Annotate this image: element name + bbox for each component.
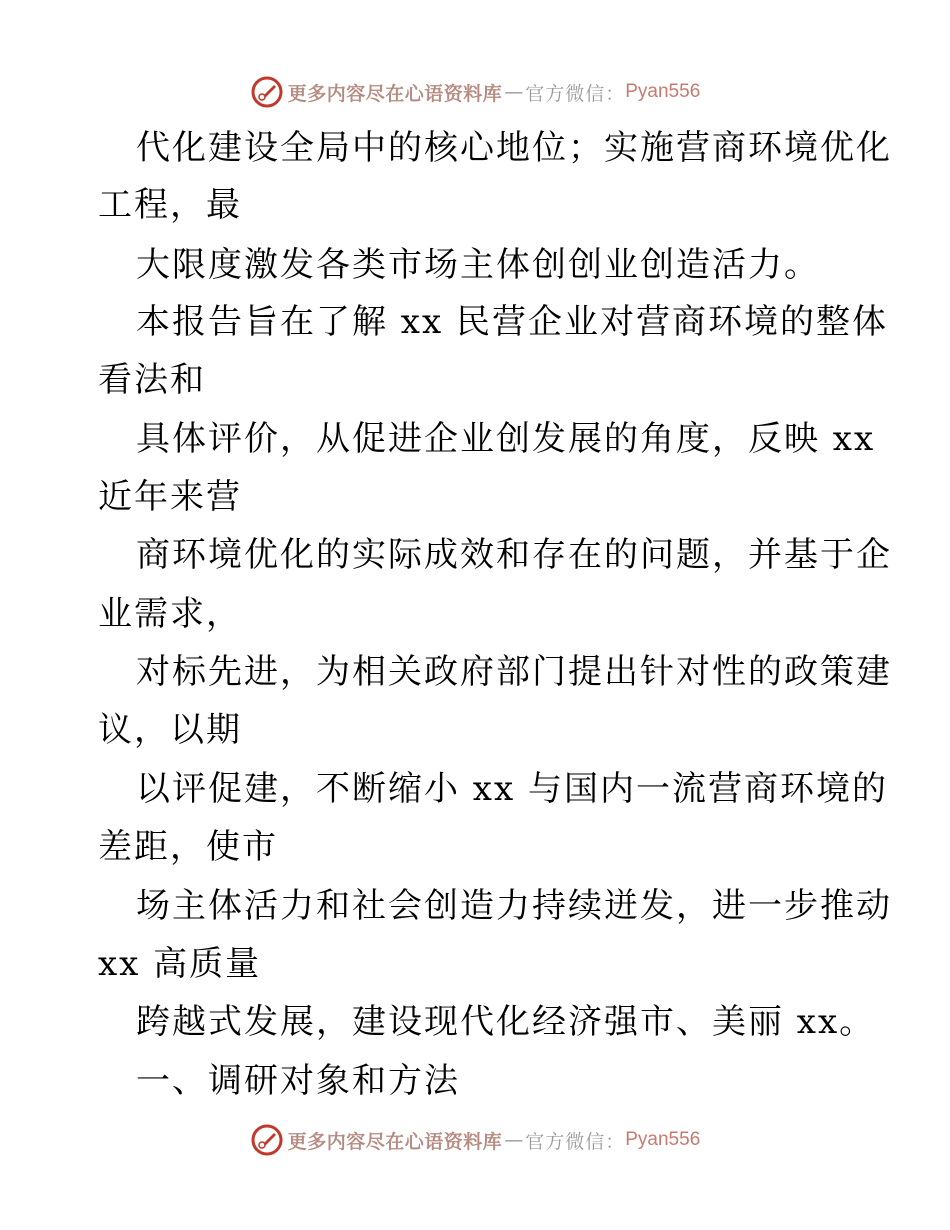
banner-dash: — — [504, 1129, 524, 1151]
banner-wechat-id: Pyan556 — [625, 81, 701, 102]
text-line: 跨越式发展，建设现代化经济强市、美丽 xx。 — [136, 1002, 876, 1042]
text-line: 以评促建，不断缩小 xx 与国内一流营商环境的 — [136, 769, 888, 809]
text-line: 具体评价，从促进企业创发展的角度，反映 xx — [136, 419, 876, 459]
banner-title: 更多内容尽在心语资料库 — [287, 1130, 503, 1153]
pen-logo-icon — [250, 1123, 284, 1157]
text-line: 场主体活力和社会创造力持续迸发，进一步推动 — [136, 886, 892, 926]
text-line: xx 高质量 — [98, 944, 262, 984]
banner-dash: — — [504, 81, 524, 103]
footer-banner — [0, 1120, 950, 1160]
text-line: 大限度激发各类市场主体创创业创造活力。 — [136, 245, 820, 285]
text-line: 对标先进，为相关政府部门提出针对性的政策建 — [136, 652, 892, 692]
text-line: 本报告旨在了解 xx 民营企业对营商环境的整体 — [136, 302, 888, 342]
text-line: 代化建设全局中的核心地位；实施营商环境优化 — [136, 128, 892, 168]
text-line: 商环境优化的实际成效和存在的问题，并基于企 — [136, 535, 892, 575]
text-line: 看法和 — [98, 360, 206, 400]
text-line: 业需求， — [98, 594, 242, 634]
text-line: 差距，使市 — [98, 827, 278, 867]
text-line: 议，以期 — [98, 710, 242, 750]
header-banner — [0, 72, 950, 112]
banner-title: 更多内容尽在心语资料库 — [287, 82, 503, 105]
pen-logo-icon — [250, 75, 284, 109]
text-line: 近年来营 — [98, 477, 242, 517]
banner-label: 官方微信： — [525, 82, 626, 105]
text-line: 工程，最 — [98, 185, 242, 225]
banner-label: 官方微信： — [525, 1130, 626, 1153]
section-heading: 一、调研对象和方法 — [136, 1061, 460, 1101]
banner-wechat-id: Pyan556 — [625, 1129, 701, 1150]
